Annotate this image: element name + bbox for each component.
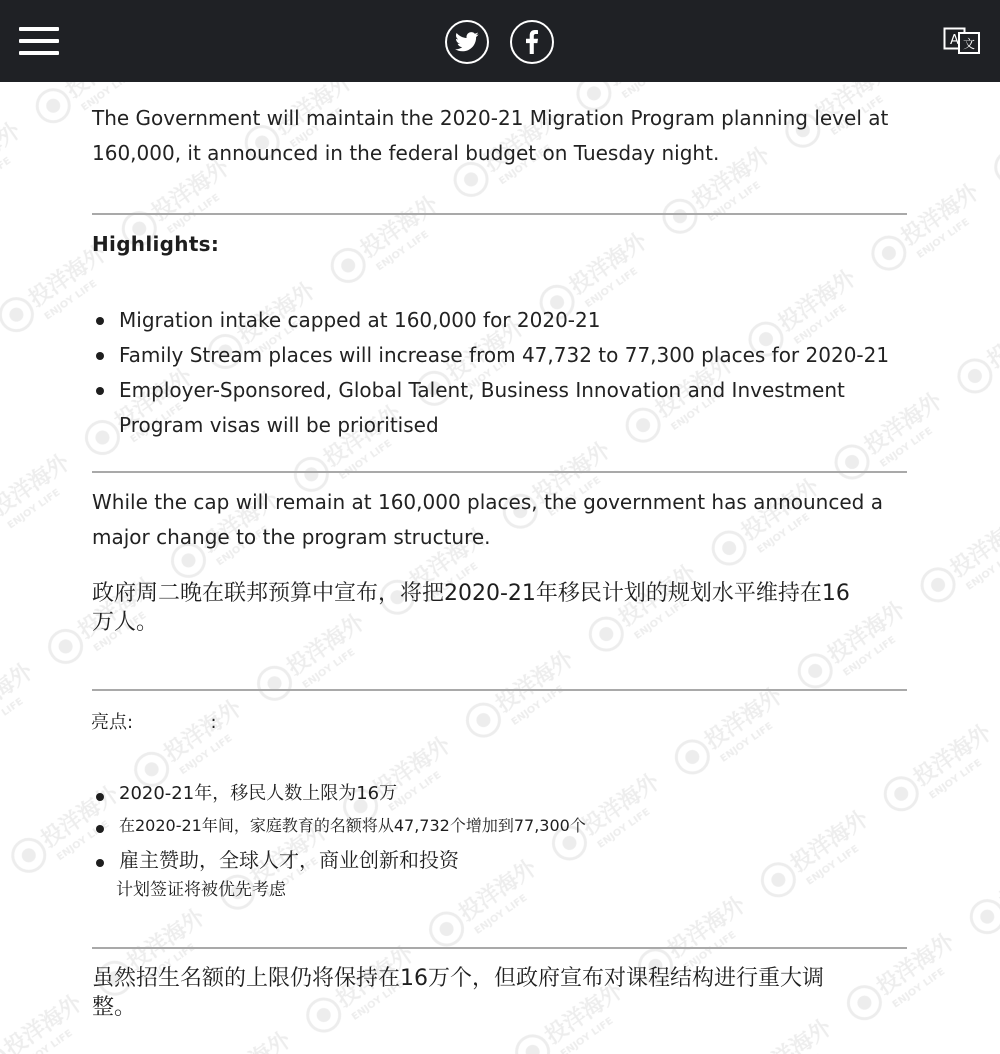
svg-text:文: 文 <box>962 37 976 51</box>
top-bar <box>0 0 1000 82</box>
divider <box>92 471 907 473</box>
intro-paragraph-en: The Government will maintain the 2020-21 Migration Program planning level at 160,000, it announced in the federal budget on Tuesday night. <box>92 106 889 165</box>
twitter-bird-icon <box>455 32 479 52</box>
highlights-heading-en: Highlights: <box>92 232 220 256</box>
list-item-text: 雇主赞助，全球人才，商业创新和投资 <box>119 848 459 872</box>
list-item: Employer-Sponsored, Global Talent, Business Innovation and Investment Program visas will be prioritised <box>92 373 907 443</box>
highlights-heading-zh <box>91 708 217 734</box>
highlights-list-en <box>92 303 907 443</box>
intro-paragraph-zh: 政府周二晚在联邦预算中宣布，将把2020-21年移民计划的规划水平维持在16万人。 <box>92 581 850 635</box>
list-item <box>92 845 907 905</box>
list-item: Family Stream places will increase from 47,732 to 77,300 places for 2020-21 <box>92 338 907 373</box>
highlights-list-zh <box>92 779 907 905</box>
divider <box>92 947 907 949</box>
list-item: 2020-21年，移民人数上限为16万 <box>92 779 907 809</box>
article-body <box>0 82 1000 1054</box>
watermark <box>0 82 1000 1054</box>
twitter-share-button[interactable] <box>445 20 489 64</box>
highlights-colon-zh: : <box>210 712 217 733</box>
divider <box>92 213 907 215</box>
svg-text:A: A <box>950 33 959 48</box>
hamburger-menu-icon[interactable] <box>19 27 59 57</box>
cap-paragraph-zh: 虽然招生名额的上限仍将保持在16万个，但政府宣布对课程结构进行重大调整。 <box>92 966 824 1020</box>
divider <box>92 689 907 691</box>
list-item: 在2020-21年间，家庭教育的名额将从47,732个增加到77,300个 <box>92 811 907 841</box>
facebook-f-icon <box>526 30 538 54</box>
list-item: Migration intake capped at 160,000 for 2020-21 <box>92 303 907 338</box>
list-item-continuation: 计划签证将被优先考虑 <box>116 880 286 900</box>
cap-paragraph-en: While the cap will remain at 160,000 places, the government has announced a major change to the program structure. <box>92 490 883 549</box>
translate-icon[interactable] <box>943 27 981 55</box>
facebook-share-button[interactable] <box>510 20 554 64</box>
highlights-title-zh: 亮点: <box>91 712 134 733</box>
